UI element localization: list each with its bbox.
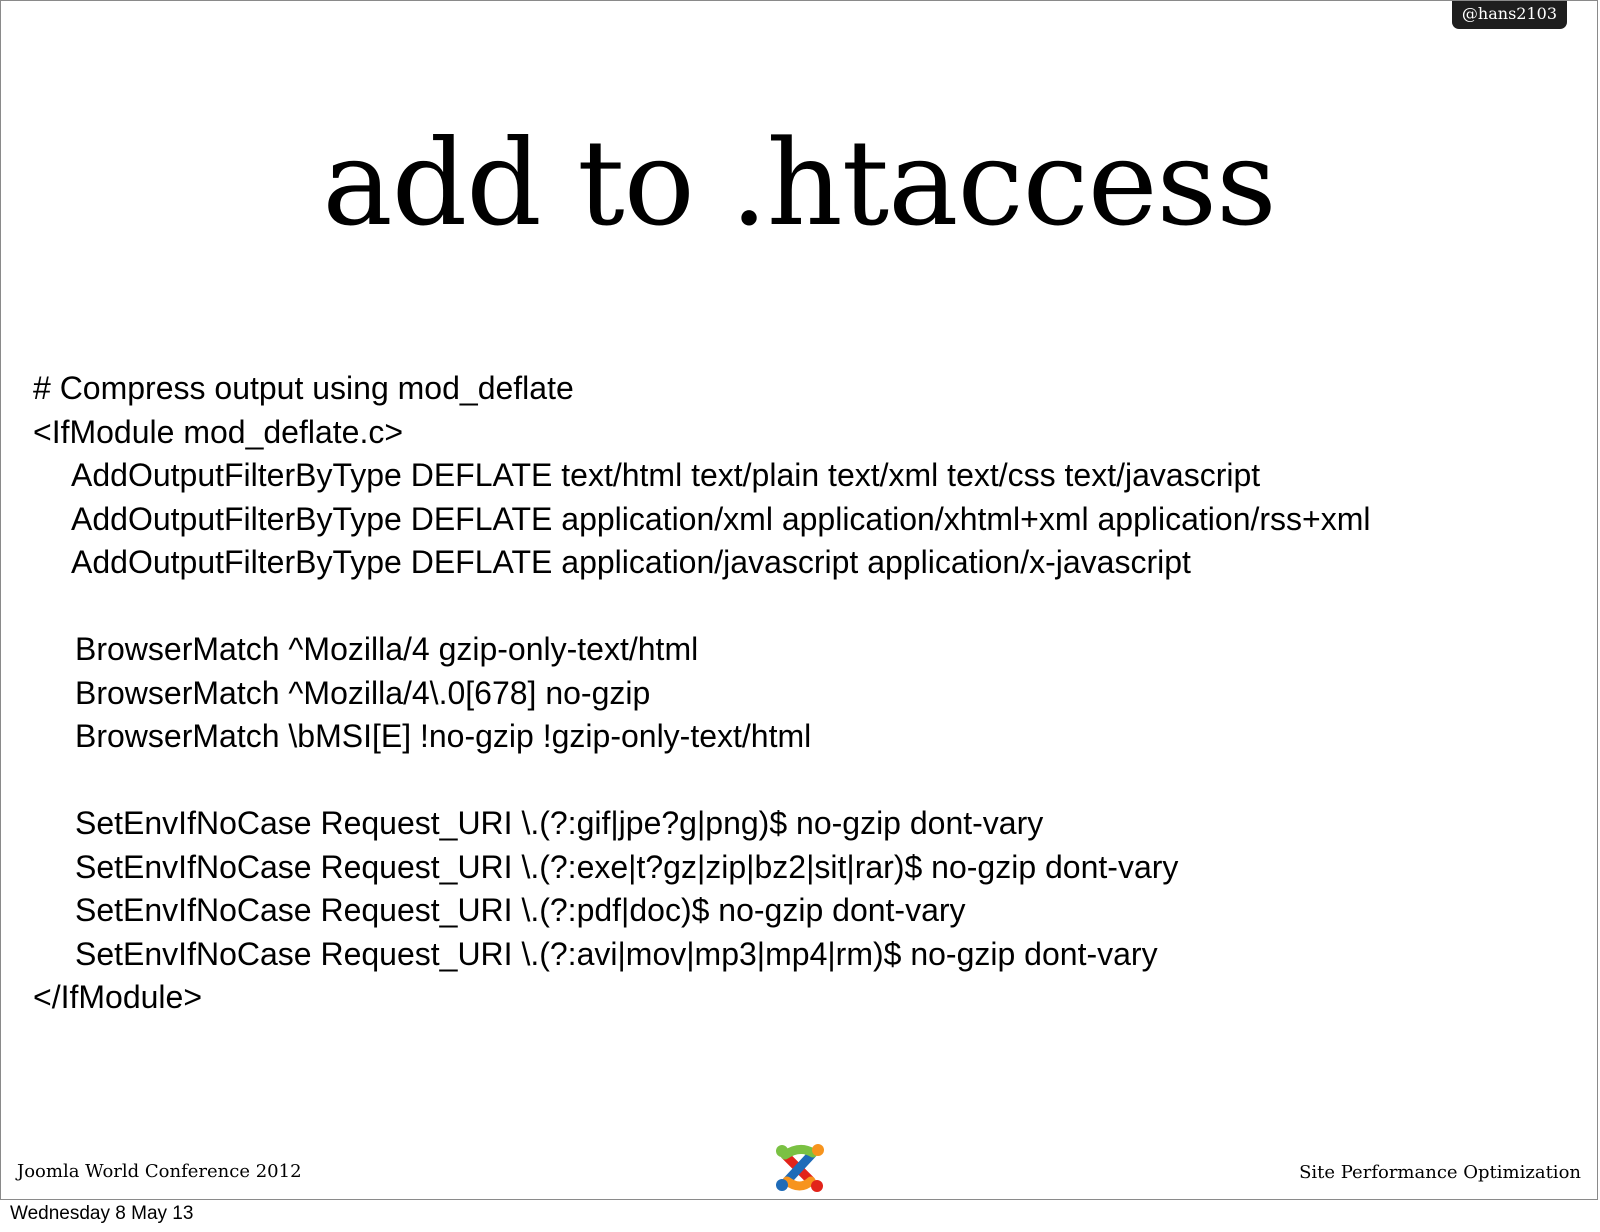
code-filter-line: AddOutputFilterByType DEFLATE text/html text/plain text/xml text/css text/javascript <box>71 457 1261 493</box>
code-comment: # Compress output using mod_deflate <box>33 370 574 406</box>
date-caption: Wednesday 8 May 13 <box>10 1203 194 1224</box>
code-browser-line: BrowserMatch ^Mozilla/4\.0[678] no-gzip <box>75 674 651 711</box>
code-setenv-line: SetEnvIfNoCase Request_URI \.(?:avi|mov|mp3|mp4|rm)$ no-gzip dont-vary <box>75 935 1158 972</box>
code-close-tag: </IfModule> <box>33 979 202 1015</box>
code-spacer <box>33 759 1371 803</box>
code-block <box>33 367 1371 1020</box>
code-setenv-line: SetEnvIfNoCase Request_URI \.(?:exe|t?gz|zip|bz2|sit|rar)$ no-gzip dont-vary <box>75 848 1179 885</box>
twitter-handle-badge: @hans2103 <box>1452 1 1567 29</box>
code-setenv-line: SetEnvIfNoCase Request_URI \.(?:pdf|doc)$ no-gzip dont-vary <box>75 892 966 928</box>
code-filter-line: AddOutputFilterByType DEFLATE application/javascript application/x-javascript <box>71 544 1191 580</box>
code-setenv-line: SetEnvIfNoCase Request_URI \.(?:gif|jpe?g|png)$ no-gzip dont-vary <box>75 805 1044 841</box>
code-spacer <box>33 585 1371 629</box>
footer-talk-title: Site Performance Optimization <box>1299 1162 1581 1183</box>
footer-conference-name: Joomla World Conference 2012 <box>17 1161 302 1182</box>
slide-title: add to .htaccess <box>322 114 1276 252</box>
code-filter-line: AddOutputFilterByType DEFLATE application/xml application/xhtml+xml application/rss+xml <box>71 500 1371 537</box>
code-browser-line: BrowserMatch \bMSI[E] !no-gzip !gzip-only-text/html <box>75 718 812 754</box>
code-browser-line: BrowserMatch ^Mozilla/4 gzip-only-text/html <box>75 631 699 667</box>
joomla-logo-icon <box>773 1141 827 1195</box>
code-open-tag: <IfModule mod_deflate.c> <box>33 413 404 450</box>
